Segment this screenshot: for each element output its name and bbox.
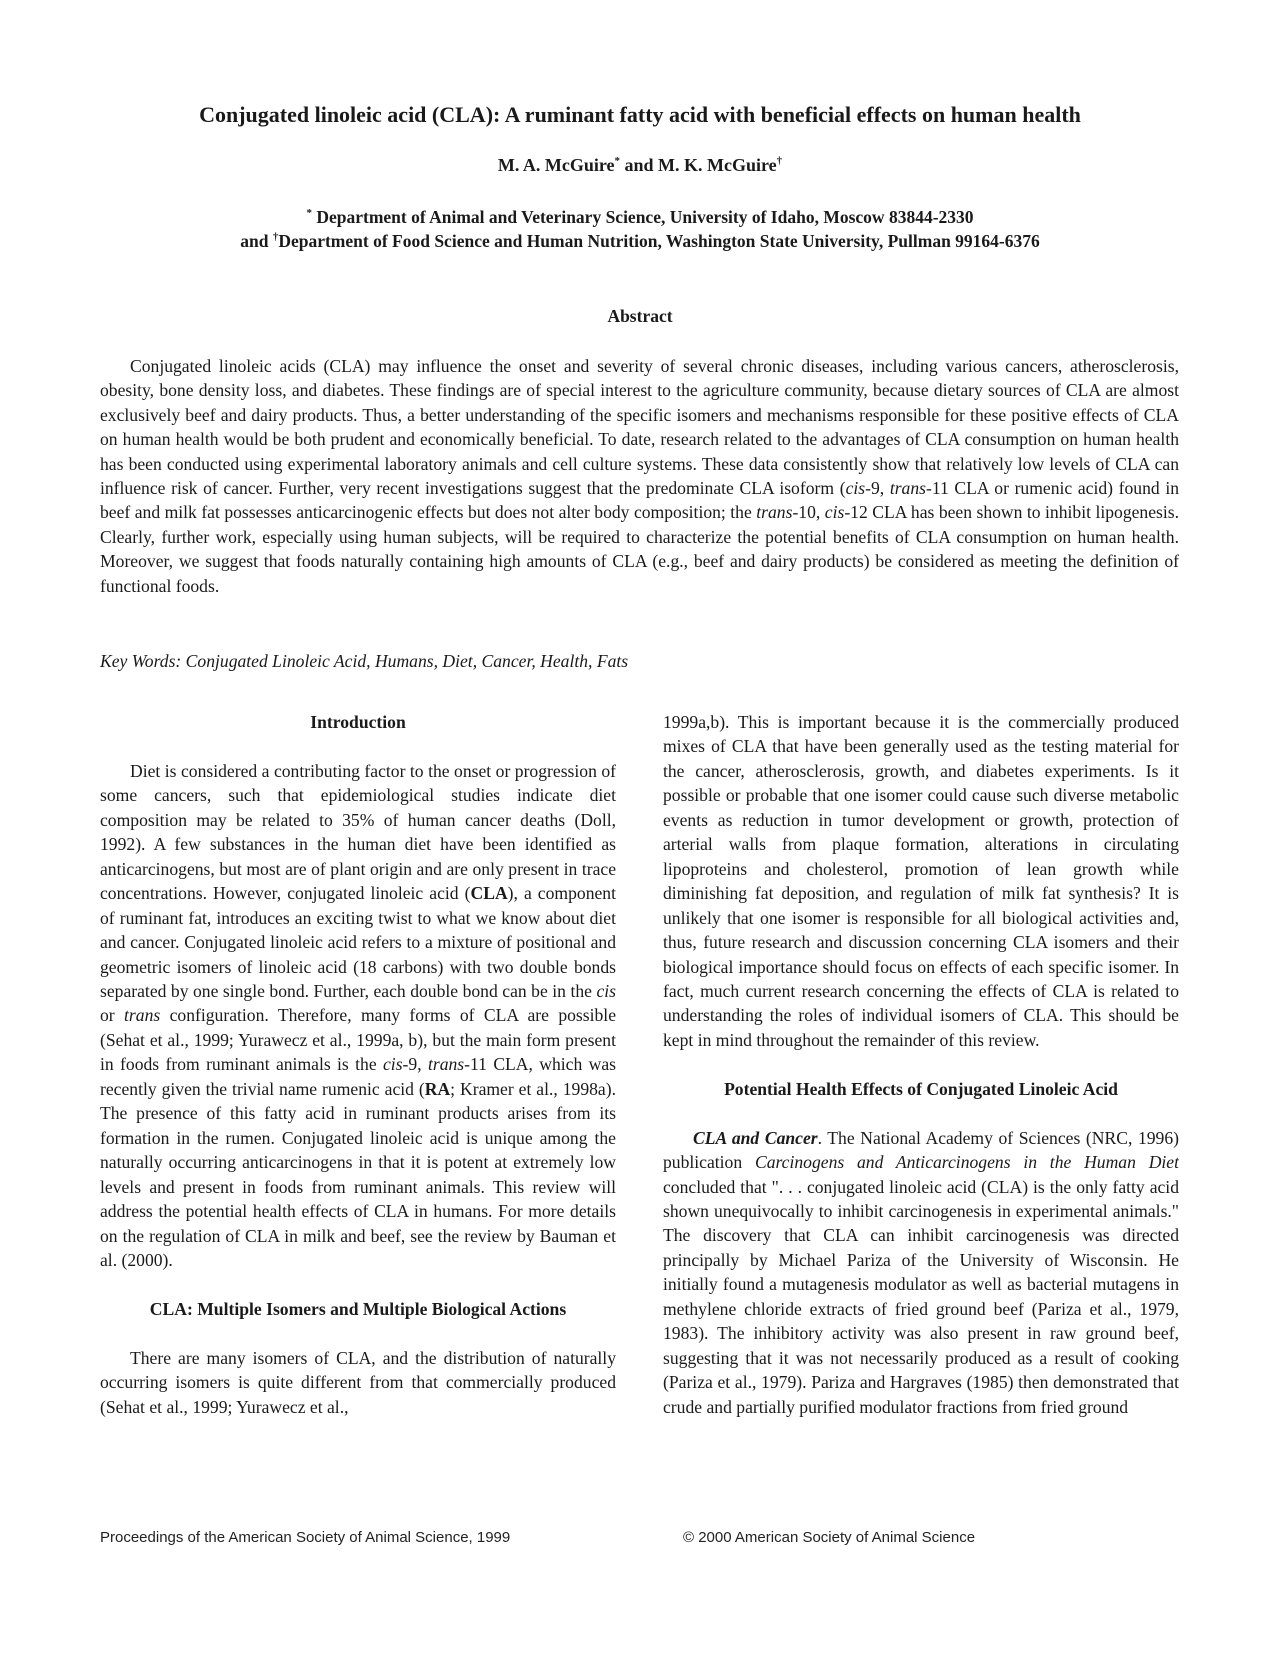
- introduction-paragraph: [100, 759, 616, 1273]
- affiliation-1: [100, 205, 1180, 229]
- affiliation-2-mark: †: [272, 231, 279, 244]
- left-column: [100, 710, 616, 1528]
- affiliation-1-mark: *: [306, 207, 312, 220]
- cla-cancer-lead: CLA and Cancer: [693, 1127, 818, 1148]
- author-1-mark: *: [614, 155, 620, 167]
- affiliation-2: [100, 229, 1180, 253]
- author-1: M. A. McGuire: [497, 155, 615, 175]
- right-column: [663, 710, 1179, 1528]
- book-title: Carcinogens and Anticarcinogens in the Human Diet: [754, 1152, 1179, 1173]
- abstract-part: -12 CLA has been shown to inhibit lipogenesis. Clearly, further work, especially using human subjects, will be required to characterize the potential benefits of CLA consumption on human health. Moreover, we suggest that foods naturally containing high amounts of CLA (e.g., beef and dairy products) be considered as meeting the definition of functional foods.: [100, 502, 1180, 596]
- text-run: or: [100, 1005, 125, 1026]
- text-run: -9,: [402, 1054, 428, 1075]
- bold-term: RA: [424, 1078, 451, 1099]
- introduction-heading: Introduction: [310, 712, 406, 732]
- footer-copyright: © 2000 American Society of Animal Science: [683, 1529, 976, 1546]
- abstract-text: [100, 354, 1179, 598]
- health-effects-heading: Potential Health Effects of Conjugated Linoleic Acid: [724, 1078, 1118, 1099]
- abstract-part: -9,: [865, 478, 890, 499]
- italic-term: trans: [427, 1054, 465, 1075]
- isomers-heading: CLA: Multiple Isomers and Multiple Biological Actions: [149, 1298, 567, 1319]
- text-run: -11 CLA, which was recently given the trivial name rumenic acid (: [100, 1054, 616, 1099]
- abstract-italic: trans: [756, 502, 793, 523]
- footer-proceedings: Proceedings of the American Society of Animal Science, 1999: [100, 1529, 511, 1546]
- affiliations: [100, 205, 1180, 253]
- author-2: M. K. McGuire: [658, 155, 777, 175]
- isomers-paragraph-continued: 1999a,b). This is important because it is the commercially produced mixes of CLA that have been generally used as the testing material for the cancer, atherosclerosis, growth, and diabetes experiments. Is it possible or probable that one isomer could cause such diverse metabolic events as reduction in tumor development or growth, protection of arterial walls from plaque formation, alterations in circulating lipoproteins and cholesterol, promotion of lean growth while diminishing fat deposition, and regulation of milk fat synthesis? It is unlikely that one isomer is responsible for all biological activities and, thus, future research and discussion concerning CLA isomers and their biological importance should focus on effects of each specific isomer. In fact, much current research concerning the effects of CLA is related to understanding the roles of individual isomers of CLA. This should be kept in mind throughout the remainder of this review.: [663, 712, 1179, 1050]
- text-run: concluded that ". . . conjugated linoleic acid (CLA) is the only fatty acid shown unequivocally to inhibit carcinogenesis in experimental animals." The discovery that CLA can inhibit carcinogenesis was directed principally by Michael Pariza of the University of Wisconsin. He initially found a mutagenesis modulator as well as bacterial mutagens in methylene chloride extracts of fried ground beef (Pariza et al., 1979, 1983). The inhibitory activity was also present in raw ground beef, suggesting that it was not necessarily produced as a result of cooking (Pariza et al., 1979). Pariza and Hargraves (1985) then demonstrated that crude and partially purified modulator fractions from fried ground: [663, 1176, 1179, 1417]
- text-run: ; Kramer et al., 1998a). The presence of this fatty acid in ruminant products arises from its formation in the rumen. Conjugated linoleic acid is unique among the naturally occurring anticarcinogens in that it is potent at extremely low levels and present in foods from ruminant animals. This review will address the potential health effects of CLA in humans. For more details on the regulation of CLA in milk and beef, see the review by Bauman et al. (2000).: [100, 1078, 616, 1270]
- text-run: ), a component of ruminant fat, introduces an exciting twist to what we know about diet and cancer. Conjugated linoleic acid refers to a mixture of positional and geometric isomers of linoleic acid (18 carbons) with two double bonds separated by one single bond. Further, each double bond can be in the: [100, 883, 616, 1001]
- isomers-paragraph-start: There are many isomers of CLA, and the distribution of naturally occurring isomers is quite different from that commercially produced (Sehat et al., 1999; Yurawecz et al.,: [100, 1347, 616, 1417]
- cla-cancer-paragraph: [663, 1126, 1179, 1419]
- keywords: Key Words: Conjugated Linoleic Acid, Humans, Diet, Cancer, Health, Fats: [100, 651, 629, 671]
- abstract-part: -11 CLA or rumenic acid) found in beef and milk fat possesses anticarcinogenic effects but does not alter body composition; the: [100, 478, 1180, 523]
- text-run: . The National Academy of Sciences (NRC, 1996) publication: [663, 1127, 1179, 1173]
- abstract-italic: cis: [845, 478, 866, 499]
- paper-title: Conjugated linoleic acid (CLA): A ruminant fatty acid with beneficial effects on human health: [199, 102, 1081, 127]
- italic-term: cis: [596, 980, 616, 1001]
- text-run: Diet is considered a contributing factor to the onset or progression of some cancers, such that epidemiological studies indicate diet composition may be related to 35% of human cancer deaths (Doll, 1992). A few substances in the human diet have been identified as anticarcinogens, but most are of plant origin and are only present in trace concentrations. However, conjugated linoleic acid (: [100, 760, 616, 904]
- abstract-part: Conjugated linoleic acids (CLA) may influence the onset and severity of several chronic diseases, including various cancers, atherosclerosis, obesity, bone density loss, and diabetes. These findings are of special interest to the agriculture community, because dietary sources of CLA are almost exclusively beef and dairy products. Thus, a better understanding of the specific isomers and mechanisms responsible for these positive effects of CLA on human health would be both prudent and economically beneficial. To date, research related to the advantages of CLA consumption on human health has been conducted using experimental laboratory animals and cell culture systems. These data consistently show that relatively low levels of CLA can influence risk of cancer. Further, very recent investigations suggest that the predominate CLA isoform (: [100, 356, 1179, 499]
- bold-term: CLA: [470, 883, 508, 904]
- affiliation-2-text: Department of Food Science and Human Nutrition, Washington State University, Pullman 99164-6376: [278, 231, 1040, 251]
- abstract-italic: trans: [889, 478, 926, 499]
- italic-term: cis: [383, 1054, 403, 1075]
- affiliation-1-text: Department of Animal and Veterinary Science, University of Idaho, Moscow 83844-2330: [311, 207, 974, 227]
- affiliation-2-prefix: and: [240, 231, 273, 251]
- author-conjunction: and: [619, 155, 659, 175]
- abstract-heading: Abstract: [607, 306, 673, 326]
- text-run: configuration. Therefore, many forms of CLA are possible (Sehat et al., 1999; Yurawecz et al., 1999a, b), but the main form present in foods from ruminant animals is the: [100, 1005, 616, 1075]
- author-line: [100, 153, 1180, 177]
- author-2-mark: †: [776, 155, 783, 167]
- abstract-part: -10,: [792, 502, 825, 523]
- italic-term: trans: [124, 1005, 161, 1026]
- abstract-italic: cis: [824, 502, 845, 523]
